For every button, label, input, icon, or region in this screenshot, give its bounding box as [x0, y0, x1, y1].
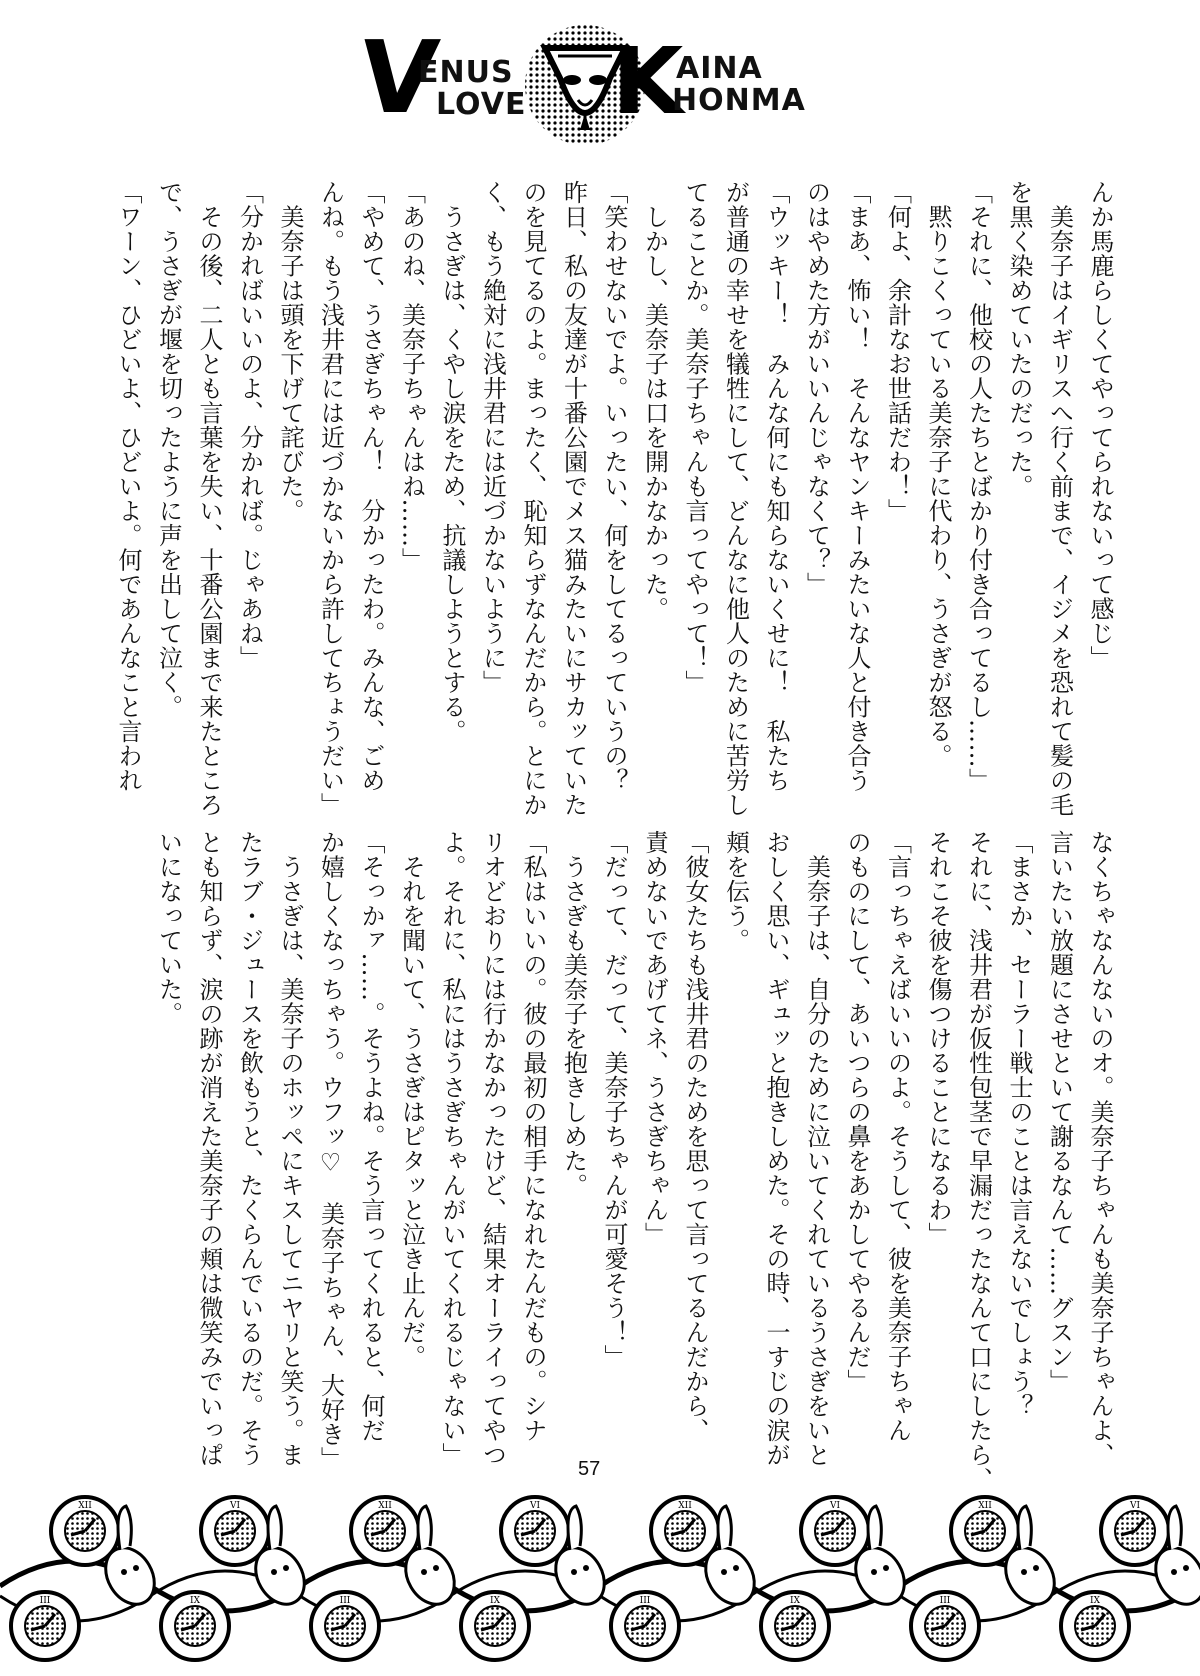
- text-line: その後、二人とも言葉を失い、十番公園まで来たところ: [195, 180, 223, 817]
- text-line: のはやめた方がいいんじゃなくて？」: [802, 180, 831, 597]
- text-line: とも知らず、涙の跡が消えた美奈子の頬は微笑みでいっぱ: [195, 830, 223, 1467]
- text-line: のものにして、あいつらの鼻をあかしてやるんだ」: [843, 830, 871, 1394]
- clock-numeral: IX: [490, 1596, 500, 1606]
- clock-numeral: VI: [1129, 1501, 1141, 1511]
- clock-numeral: IX: [1090, 1596, 1100, 1606]
- text-line: んね。もう浅井君には近づかないから許してちょうだい」: [316, 180, 345, 817]
- text-line: 昨日、私の友達が十番公園でメス猫みたいにサカッていた: [559, 180, 588, 817]
- clock-icon: [161, 1592, 229, 1660]
- text-line: 「笑わせないでよ。いったい、何をしてるっていうの？: [600, 180, 628, 793]
- text-line: 言いたい放題にさせといて謝るなんて……グスン」: [1045, 830, 1074, 1394]
- text-line: 美奈子はイギリスへ行く前まで、イジメを恐れて髪の毛: [1045, 180, 1074, 817]
- text-line: おしく思い、ギュッと抱きしめた。その時、一すじの涙が: [762, 830, 790, 1467]
- text-line: を黒く染めていたのだった。: [1005, 180, 1033, 499]
- text-line: 「まさか、セーラー戦士のことは言えないでしょう？: [1005, 830, 1033, 1418]
- text-line: それこそ彼を傷つけることになるわ」: [924, 830, 952, 1247]
- clock-icon: [611, 1592, 679, 1660]
- logo-aina: AINA: [676, 51, 763, 86]
- text-line: 「それに、他校の人たちとばかり付き合ってるし……」: [964, 180, 993, 793]
- text-line: 「あのね、美奈子ちゃんはね……」: [397, 180, 426, 572]
- text-line: 黙りこくっている美奈子に代わり、うさぎが怒る。: [924, 180, 952, 768]
- clock-numeral: IX: [190, 1596, 200, 1606]
- clock-icon: [311, 1592, 379, 1660]
- text-line: で、うさぎが堰を切ったように声を出して泣く。: [154, 180, 183, 719]
- text-line: うさぎも美奈子を抱きしめた。: [559, 830, 588, 1198]
- clock-numeral: III: [339, 1596, 351, 1606]
- text-line: 「何よ、余計なお世話だわ！」: [883, 180, 912, 523]
- text-line: のを見てるのよ。まったく、恥知らずなんだから。とにか: [519, 180, 547, 817]
- text-line: てることか。美奈子ちゃんも言ってやって！」: [681, 180, 709, 695]
- text-line: なくちゃなんないのオ。美奈子ちゃんも美奈子ちゃんよ、: [1086, 830, 1114, 1467]
- clock-numeral: XII: [978, 1501, 992, 1511]
- text-line: 「やめて、うさぎちゃん！ 分かったわ。みんな、ごめ: [357, 180, 385, 793]
- clock-icon: [1061, 1592, 1129, 1660]
- clock-icon: [11, 1592, 79, 1660]
- logo-love: LOVE: [436, 87, 527, 122]
- clock-numeral: III: [39, 1596, 51, 1606]
- text-line: んか馬鹿らしくてやってられないって感じ」: [1086, 180, 1114, 670]
- text-line: 頬を伝う。: [721, 830, 750, 953]
- text-line: それを聞いて、うさぎはピタッと泣き止んだ。: [397, 830, 426, 1369]
- logo-letter-k: K: [612, 28, 684, 135]
- title-logo: [353, 18, 860, 153]
- text-line: 「ウッキー！ みんな何にも知らないくせに！ 私たち: [762, 180, 790, 793]
- clock-numeral: III: [939, 1596, 951, 1606]
- text-line: 「彼女たちも浅井君のためを思って言ってるんだから、: [681, 830, 709, 1443]
- text-line: か嬉しくなっちゃう。ウフッ♡ 美奈子ちゃん、大好き」: [316, 830, 345, 1471]
- text-line: 「私はいいの。彼の最初の相手になれたんだもの。シナ: [519, 830, 547, 1443]
- text-line: 責めないであげてネ、うさぎちゃん」: [640, 830, 669, 1247]
- text-line: 「まあ、怖い！ そんなヤンキーみたいな人と付き合う: [843, 180, 871, 793]
- clock-numeral: VI: [229, 1501, 241, 1511]
- clock-icon: [911, 1592, 979, 1660]
- page-number: 57: [578, 1458, 601, 1480]
- body-text-upper: [100, 180, 1120, 817]
- text-line: 「そっかァ……。そうよね。そう言ってくれると、何だ: [357, 830, 385, 1443]
- text-line: リオどおりには行かなかったけど、結果オーライってやつ: [478, 830, 507, 1467]
- text-line: 「分かればいいのよ、分かれば。じゃあね」: [235, 180, 264, 670]
- clock-numeral: III: [639, 1596, 651, 1606]
- decorative-border: [0, 1476, 1200, 1676]
- text-line: しかし、美奈子は口を開かなかった。: [640, 180, 669, 621]
- text-line: 「言っちゃえばいいのよ。そうして、彼を美奈子ちゃん: [883, 830, 912, 1443]
- text-line: うさぎは、美奈子のホッペにキスしてニヤリと笑う。ま: [276, 830, 304, 1467]
- logo-letter-v: V: [353, 19, 444, 136]
- text-line: く、もう絶対に浅井君には近づかないように」: [478, 180, 507, 695]
- text-line: 「だって、だって、美奈子ちゃんが可愛そう！」: [600, 830, 628, 1369]
- clock-icon: [461, 1592, 529, 1660]
- text-line: 「ワーン、ひどいよ、ひどいよ。何であんなこと言われ: [114, 180, 142, 793]
- logo-honma: HONMA: [672, 83, 806, 118]
- text-line: が普通の幸せを犠牲にして、どんなに他人のために苦労し: [721, 180, 750, 817]
- logo-venus: ENUS: [418, 55, 514, 90]
- clock-numeral: XII: [78, 1501, 92, 1511]
- clock-numeral: XII: [378, 1501, 392, 1511]
- clock-numeral: XII: [678, 1501, 692, 1511]
- clock-numeral: VI: [529, 1501, 541, 1511]
- clock-numeral: VI: [829, 1501, 841, 1511]
- text-line: 美奈子は、自分のために泣いてくれているうさぎをいと: [802, 830, 831, 1467]
- text-line: いになっていた。: [154, 830, 183, 1026]
- clock-numeral: IX: [790, 1596, 800, 1606]
- clock-icon: [761, 1592, 829, 1660]
- text-line: たラブ・ジュースを飲もうと、たくらんでいるのだ。そう: [235, 830, 264, 1467]
- text-line: うさぎは、くやし涙をため、抗議しようとする。: [438, 180, 466, 744]
- text-line: 美奈子は頭を下げて詫びた。: [276, 180, 304, 523]
- text-line: よ。それに、私にはうさぎちゃんがいてくれるじゃない」: [438, 830, 466, 1467]
- text-line: それに、浅井君が仮性包茎で早漏だったなんて口にしたら、: [964, 830, 993, 1492]
